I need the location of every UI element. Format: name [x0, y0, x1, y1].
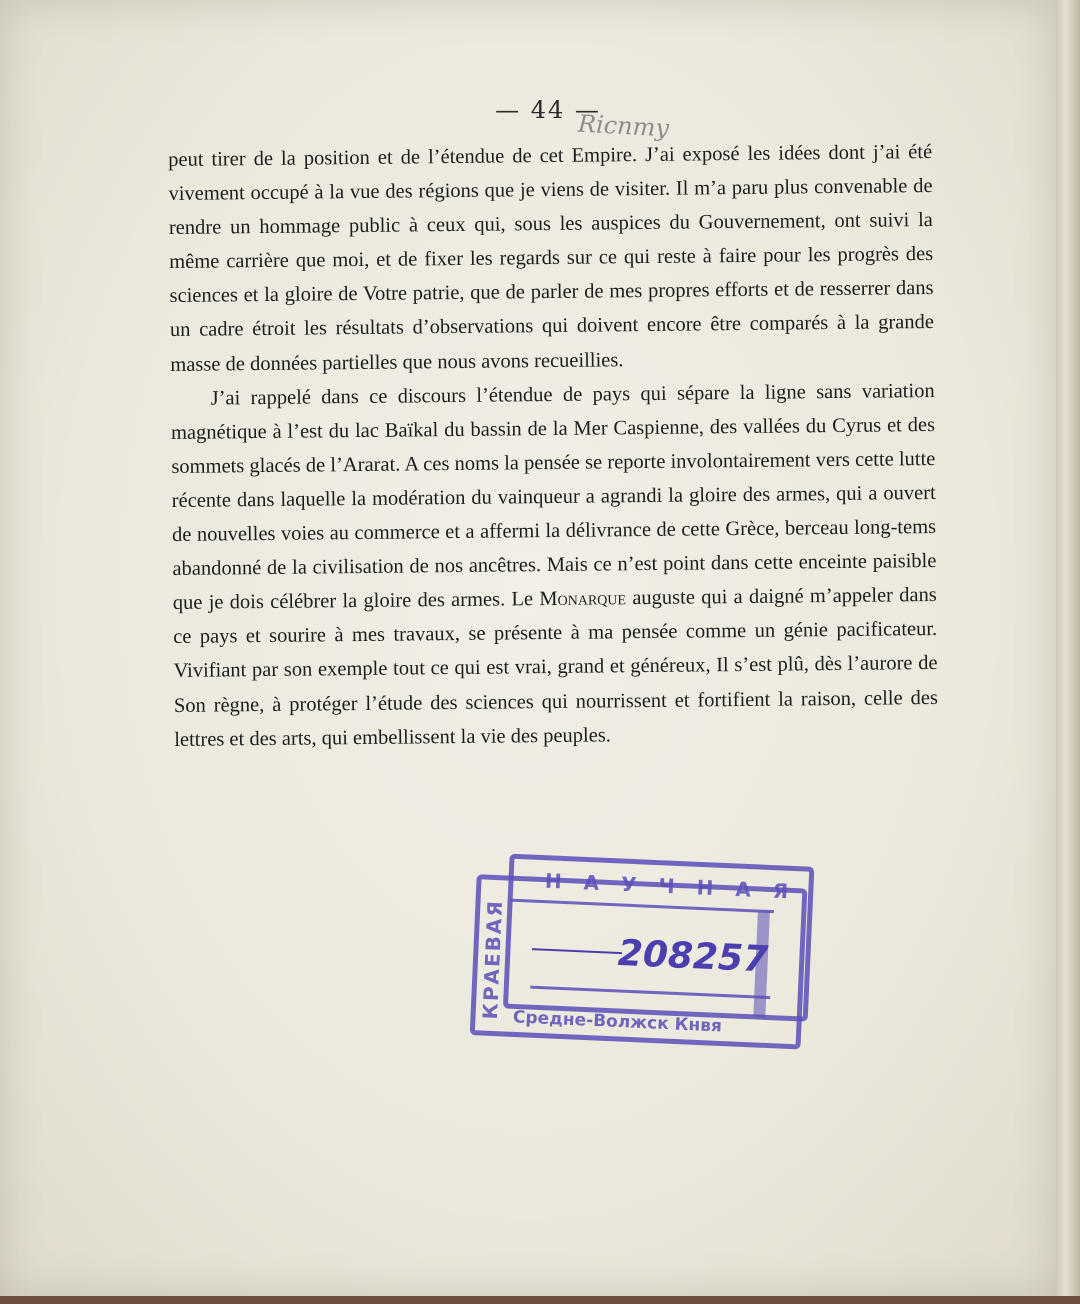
paragraph-2-lead: J’ai rappelé dans ce discours l’étendue de pays qui sépare la ligne sans variation magnétique à l’est du lac Baïkal du bassin de la Mer Caspienne, des vallées du Cyrus et des sommets glacés de l’Ararat. A ces noms la pensée se reporte involontairement vers cette lutte récente dans laquelle la modération du vainqueur a agrandi la gloire des armes, qui a ouvert de nouvelles voies au commerce et a affermi la délivrance de cette Grèce, berceau long-tems abandonné de la civilisation de nos ancêtres. Mais ce n’est point dans cette enceinte paisible que je dois célébrer la gloire des armes. Le: [170, 379, 937, 615]
paragraph-1-text: peut tirer de la position et de l’étendue de cet Empire. J’ai exposé les idées dont j’ai été vivement occupé à la vue des régions que je viens de visiter. Il m’a paru plus convenable de rendre un hommage public à ceux qui, sous les auspices du Gouvernement, ont suivi la même carrière que moi, et de fixer les regards sur ce qui reste à faire pour les progrès des sciences et la gloire de Votre patrie, que de parler de mes propres efforts et de resserrer dans un cadre étroit les résultats d’observations qui doivent encore être comparés à la grande masse de données partielles que nous avons recueillies.: [168, 140, 935, 376]
handwritten-annotation: Ricnmy: [577, 109, 670, 143]
binding-edge: [0, 1296, 1080, 1304]
stamp-side-text: КРАЕВАЯ: [477, 898, 508, 1020]
monarque-smallcaps: Monarque: [539, 587, 627, 611]
stamp-bottom-text: Средне-Волжск Кнвя: [512, 1007, 723, 1037]
stamp-top-text: НАУЧНАЯ: [544, 868, 811, 905]
paragraph-2-tail: auguste qui a daigné m’appeler dans ce pays et sourire à mes travaux, se présente à ma pensée comme un génie pacificateur. Vivifiant par son exemple tout ce qui est vrai, grand et généreux, Il s’est plû, dès l’aurore de Son règne, à protéger l’étude des sciences qui nourrissent et fortifient la raison, celle des lettres et des arts, qui embellissent la vie des peuples.: [173, 584, 938, 751]
paragraph-2: [170, 374, 938, 757]
adjacent-page-edge: [1056, 0, 1080, 1304]
paragraph-1: [168, 135, 934, 382]
page-number: — 44 —: [495, 96, 601, 124]
bleed-through-texture: [170, 816, 940, 837]
stamp-number: 208257: [617, 932, 769, 981]
body-text: [168, 135, 938, 757]
library-stamp: [468, 851, 818, 1054]
